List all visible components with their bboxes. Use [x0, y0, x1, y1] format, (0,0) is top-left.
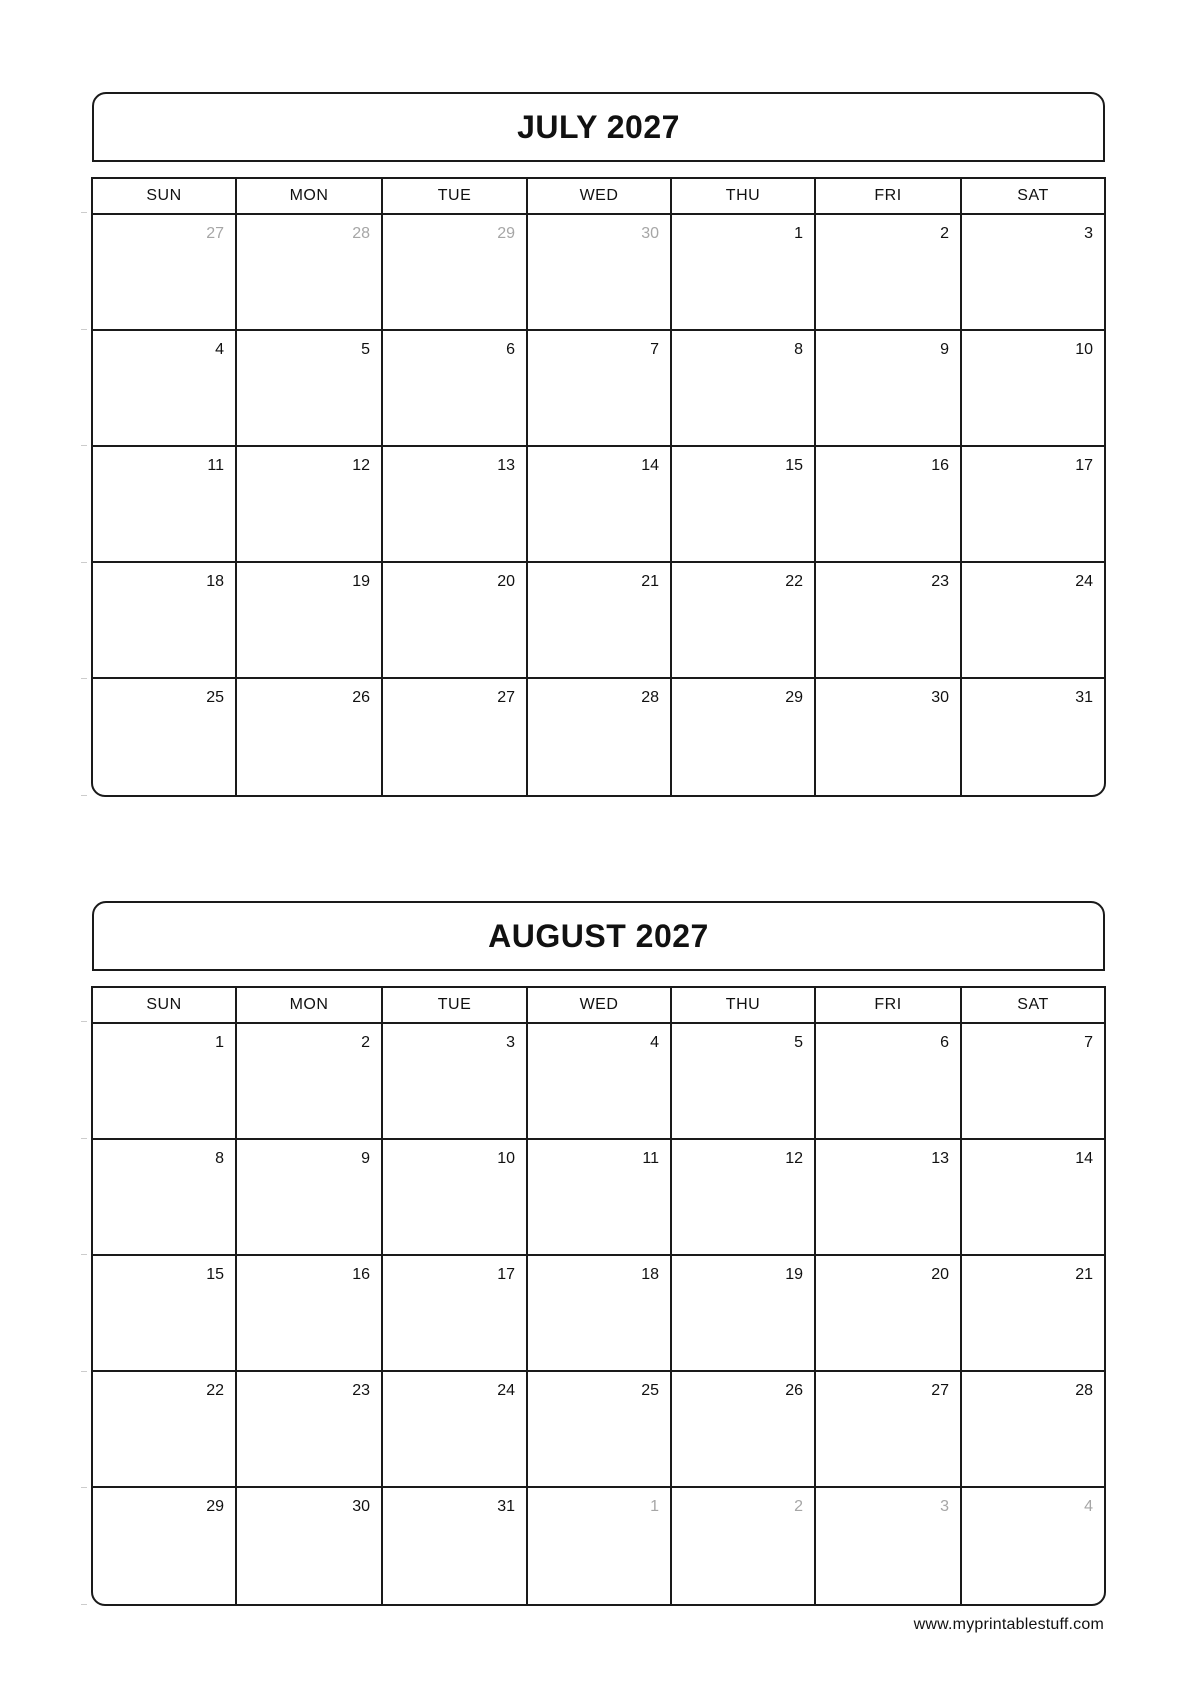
day-cell	[816, 331, 962, 447]
day-cell	[237, 1372, 383, 1488]
day-cell	[962, 1372, 1104, 1488]
day-cell	[383, 1372, 528, 1488]
month-grid	[91, 177, 1106, 797]
day-number: 30	[352, 1498, 370, 1515]
day-cell	[528, 1140, 672, 1256]
weekday-header-tue: TUE	[383, 988, 528, 1024]
day-cell	[528, 1024, 672, 1140]
adjacent-month-day-number: 3	[940, 1498, 949, 1515]
day-number: 2	[361, 1034, 370, 1051]
day-cell	[383, 563, 528, 679]
day-number: 18	[206, 573, 224, 590]
day-number: 31	[497, 1498, 515, 1515]
day-number: 17	[497, 1266, 515, 1283]
month-grid	[91, 986, 1106, 1606]
day-number: 24	[497, 1382, 515, 1399]
day-cell	[816, 563, 962, 679]
weekday-header-sat: SAT	[962, 179, 1104, 215]
day-cell	[672, 563, 816, 679]
day-cell	[237, 1256, 383, 1372]
margin-tick	[81, 795, 87, 796]
day-cell	[672, 1024, 816, 1140]
footer-url: www.myprintablestuff.com	[913, 1616, 1104, 1633]
day-number: 28	[641, 689, 659, 706]
day-number: 28	[1075, 1382, 1093, 1399]
day-number: 8	[794, 341, 803, 358]
weekday-header-mon: MON	[237, 179, 383, 215]
day-cell	[93, 1488, 237, 1604]
weekday-header-sun: SUN	[93, 179, 237, 215]
day-number: 5	[794, 1034, 803, 1051]
day-cell	[962, 563, 1104, 679]
day-number: 27	[931, 1382, 949, 1399]
day-number: 25	[206, 689, 224, 706]
day-number: 2	[940, 225, 949, 242]
day-cell	[528, 563, 672, 679]
day-cell	[528, 447, 672, 563]
day-number: 12	[785, 1150, 803, 1167]
margin-tick	[81, 562, 87, 563]
day-number: 26	[352, 689, 370, 706]
day-cell	[237, 679, 383, 795]
day-cell	[962, 1488, 1104, 1604]
weekday-header-mon: MON	[237, 988, 383, 1024]
margin-tick	[81, 1021, 87, 1022]
day-cell	[672, 1256, 816, 1372]
day-number: 19	[785, 1266, 803, 1283]
adjacent-month-day-number: 4	[1084, 1498, 1093, 1515]
day-cell	[816, 679, 962, 795]
day-number: 3	[1084, 225, 1093, 242]
day-cell	[528, 215, 672, 331]
day-number: 24	[1075, 573, 1093, 590]
day-number: 11	[642, 1150, 659, 1167]
weekday-header-tue: TUE	[383, 179, 528, 215]
weekday-header-fri: FRI	[816, 988, 962, 1024]
day-cell	[237, 1140, 383, 1256]
weekday-header-sun: SUN	[93, 988, 237, 1024]
day-cell	[383, 215, 528, 331]
day-number: 14	[1075, 1150, 1093, 1167]
day-cell	[93, 1140, 237, 1256]
day-number: 10	[1075, 341, 1093, 358]
day-cell	[816, 1024, 962, 1140]
day-cell	[962, 447, 1104, 563]
day-number: 6	[506, 341, 515, 358]
day-cell	[237, 447, 383, 563]
day-number: 20	[931, 1266, 949, 1283]
day-cell	[816, 1140, 962, 1256]
adjacent-month-day-number: 2	[794, 1498, 803, 1515]
margin-tick	[81, 1604, 87, 1605]
day-cell	[93, 563, 237, 679]
day-number: 16	[931, 457, 949, 474]
adjacent-month-day-number: 29	[497, 225, 515, 242]
day-cell	[672, 1372, 816, 1488]
day-cell	[93, 1024, 237, 1140]
day-number: 8	[215, 1150, 224, 1167]
day-cell	[962, 1256, 1104, 1372]
day-number: 23	[352, 1382, 370, 1399]
day-cell	[237, 563, 383, 679]
margin-tick	[81, 678, 87, 679]
day-number: 5	[361, 341, 370, 358]
day-number: 14	[641, 457, 659, 474]
day-number: 19	[352, 573, 370, 590]
day-number: 25	[641, 1382, 659, 1399]
day-cell	[816, 215, 962, 331]
weekday-header-fri: FRI	[816, 179, 962, 215]
day-cell	[237, 331, 383, 447]
day-number: 1	[215, 1034, 224, 1051]
weekday-header-sat: SAT	[962, 988, 1104, 1024]
margin-tick	[81, 445, 87, 446]
day-cell	[962, 1140, 1104, 1256]
adjacent-month-day-number: 28	[352, 225, 370, 242]
month-title: AUGUST 2027	[488, 917, 709, 954]
day-cell	[93, 679, 237, 795]
margin-tick	[81, 1138, 87, 1139]
weekday-header-wed: WED	[528, 179, 672, 215]
day-number: 20	[497, 573, 515, 590]
day-cell	[672, 1488, 816, 1604]
day-number: 18	[641, 1266, 659, 1283]
day-number: 23	[931, 573, 949, 590]
day-cell	[962, 331, 1104, 447]
day-cell	[528, 679, 672, 795]
month-title-box	[92, 901, 1105, 971]
day-cell	[383, 447, 528, 563]
month-title: JULY 2027	[517, 108, 680, 145]
day-cell	[816, 1256, 962, 1372]
day-cell	[383, 1024, 528, 1140]
day-number: 21	[641, 573, 659, 590]
day-number: 4	[650, 1034, 659, 1051]
day-number: 26	[785, 1382, 803, 1399]
day-cell	[816, 1372, 962, 1488]
day-number: 4	[215, 341, 224, 358]
day-number: 1	[794, 225, 803, 242]
day-cell	[383, 331, 528, 447]
day-number: 3	[506, 1034, 515, 1051]
day-cell	[816, 447, 962, 563]
day-number: 31	[1075, 689, 1093, 706]
day-number: 30	[931, 689, 949, 706]
day-number: 11	[207, 457, 224, 474]
day-cell	[962, 215, 1104, 331]
day-cell	[672, 1140, 816, 1256]
day-cell	[528, 331, 672, 447]
day-number: 16	[352, 1266, 370, 1283]
day-cell	[672, 331, 816, 447]
day-cell	[93, 1372, 237, 1488]
day-cell	[93, 447, 237, 563]
day-cell	[383, 679, 528, 795]
day-cell	[383, 1488, 528, 1604]
adjacent-month-day-number: 1	[650, 1498, 659, 1515]
day-number: 9	[361, 1150, 370, 1167]
day-number: 15	[785, 457, 803, 474]
day-number: 6	[940, 1034, 949, 1051]
day-number: 22	[206, 1382, 224, 1399]
day-number: 13	[497, 457, 515, 474]
day-cell	[528, 1488, 672, 1604]
day-number: 13	[931, 1150, 949, 1167]
adjacent-month-day-number: 30	[641, 225, 659, 242]
day-cell	[962, 1024, 1104, 1140]
margin-tick	[81, 1487, 87, 1488]
day-number: 21	[1075, 1266, 1093, 1283]
day-number: 17	[1075, 457, 1093, 474]
day-number: 15	[206, 1266, 224, 1283]
day-cell	[93, 331, 237, 447]
day-cell	[237, 1488, 383, 1604]
day-cell	[672, 679, 816, 795]
day-cell	[383, 1140, 528, 1256]
day-cell	[237, 1024, 383, 1140]
weekday-header-thu: THU	[672, 988, 816, 1024]
weekday-header-thu: THU	[672, 179, 816, 215]
day-number: 9	[940, 341, 949, 358]
margin-tick	[81, 1371, 87, 1372]
day-cell	[816, 1488, 962, 1604]
month-title-box	[92, 92, 1105, 162]
day-cell	[528, 1372, 672, 1488]
day-cell	[962, 679, 1104, 795]
day-number: 7	[650, 341, 659, 358]
margin-tick	[81, 1254, 87, 1255]
day-number: 29	[206, 1498, 224, 1515]
weekday-header-wed: WED	[528, 988, 672, 1024]
margin-tick	[81, 329, 87, 330]
day-cell	[672, 215, 816, 331]
day-number: 22	[785, 573, 803, 590]
day-cell	[93, 215, 237, 331]
day-cell	[237, 215, 383, 331]
day-number: 27	[497, 689, 515, 706]
day-cell	[93, 1256, 237, 1372]
day-number: 29	[785, 689, 803, 706]
adjacent-month-day-number: 27	[206, 225, 224, 242]
day-cell	[672, 447, 816, 563]
day-cell	[383, 1256, 528, 1372]
day-number: 12	[352, 457, 370, 474]
day-number: 10	[497, 1150, 515, 1167]
day-cell	[528, 1256, 672, 1372]
margin-tick	[81, 212, 87, 213]
day-number: 7	[1084, 1034, 1093, 1051]
